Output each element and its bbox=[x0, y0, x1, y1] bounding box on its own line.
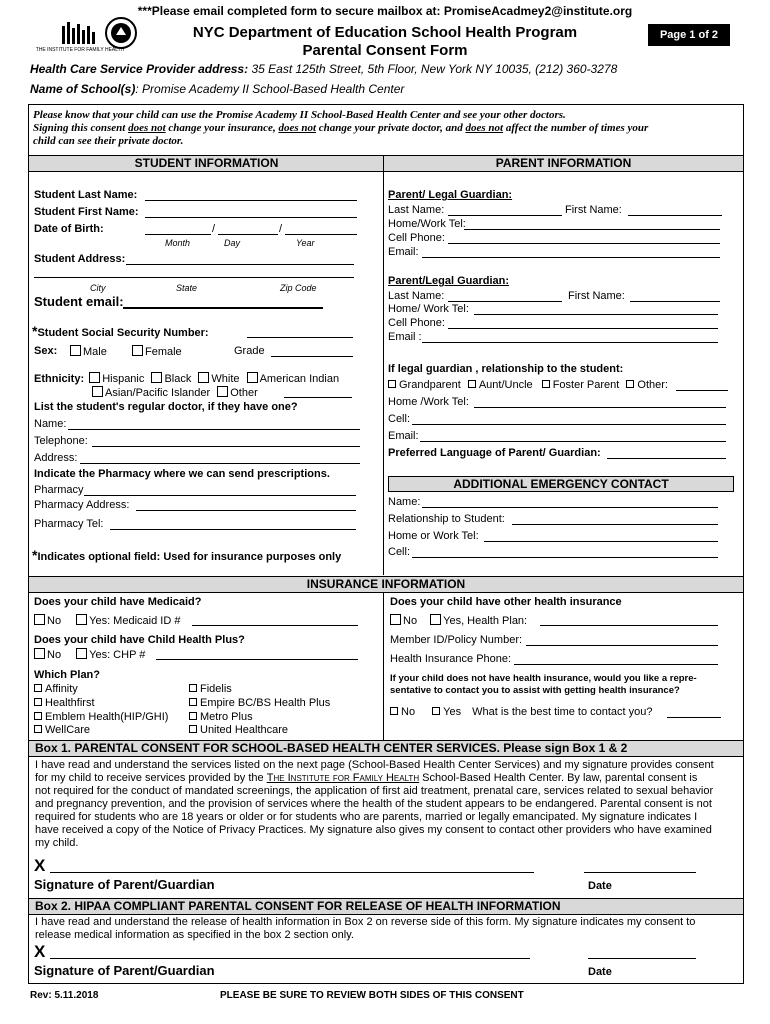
state-caption: State bbox=[176, 283, 198, 293]
g1-last-name-label: Last Name: bbox=[388, 204, 445, 216]
ssn-label: *Student Social Security Number: bbox=[32, 323, 209, 339]
g3-cell-label: Cell: bbox=[388, 413, 411, 425]
doctor-question: List the student's regular doctor, if they have one? bbox=[34, 401, 298, 413]
black-checkbox[interactable] bbox=[151, 372, 162, 383]
emergency-relationship-label: Relationship to Student: bbox=[388, 513, 505, 525]
box2-text: I have read and understand the release of health information in Box 2 on reverse side of this form. My signature indicates my consent to release medical information as specified in the box 2 section only. bbox=[35, 916, 696, 941]
plan-united: United Healthcare bbox=[189, 724, 288, 737]
chp-id-field[interactable] bbox=[156, 659, 358, 660]
doctor-address-label: Address: bbox=[34, 452, 78, 464]
pharmacy-address-label: Pharmacy Address: bbox=[34, 499, 130, 511]
ethnicity-label: Ethnicity: bbox=[34, 373, 85, 385]
g1-home-work-field[interactable] bbox=[464, 229, 720, 230]
box1-date-field[interactable] bbox=[584, 872, 696, 873]
rep-no-checkbox[interactable] bbox=[390, 707, 398, 715]
top-note: ***Please email completed form to secure mailbox at: PromiseAcadmey2@institute.org bbox=[137, 4, 633, 18]
plan-checkbox[interactable] bbox=[34, 725, 42, 733]
grade-label: Grade bbox=[234, 345, 265, 357]
school-name: Name of School(s): Promise Academy II School-Based Health Center bbox=[30, 82, 405, 96]
emergency-name-field[interactable] bbox=[422, 507, 718, 508]
pharmacy-tel-field[interactable] bbox=[110, 529, 356, 530]
doctor-name-label: Name: bbox=[34, 418, 67, 430]
form-body-border bbox=[28, 104, 744, 984]
other-insurance-question: Does your child have other health insurance bbox=[390, 596, 622, 608]
asian-checkbox[interactable] bbox=[92, 386, 103, 397]
form-title bbox=[145, 24, 625, 60]
rep-yes-checkbox[interactable] bbox=[432, 707, 440, 715]
school-health-logo bbox=[104, 16, 138, 50]
foster-parent-checkbox[interactable] bbox=[542, 380, 550, 388]
g2-last-name-label: Last Name: bbox=[388, 290, 445, 302]
chp-question: Does your child have Child Health Plus? bbox=[34, 634, 245, 646]
g2-cell-label: Cell Phone: bbox=[388, 317, 445, 329]
student-first-name-label: Student First Name: bbox=[34, 206, 139, 218]
intro-line-2: Signing this consent does not change your insurance, does not change your private doctor, and does not affect the number of times your bbox=[33, 122, 649, 134]
emergency-name-label: Name: bbox=[388, 496, 421, 508]
city-caption: City bbox=[90, 283, 106, 293]
other-insurance-no-checkbox[interactable] bbox=[390, 614, 401, 625]
title-line-2: Parental Consent Form bbox=[302, 42, 468, 59]
page-indicator: Page 1 of 2 bbox=[648, 24, 730, 46]
title-line-1: NYC Department of Education School Health Program bbox=[192, 24, 578, 41]
doctor-address-field[interactable] bbox=[80, 463, 360, 464]
emergency-cell-field[interactable] bbox=[412, 557, 718, 558]
pharmacy-address-field[interactable] bbox=[136, 510, 356, 511]
plan-empire: Empire BC/BS Health Plus bbox=[189, 697, 330, 710]
g3-cell-field[interactable] bbox=[412, 424, 726, 425]
student-last-name-label: Student Last Name: bbox=[34, 189, 138, 201]
pharmacy-field[interactable] bbox=[84, 495, 356, 496]
plan-healthfirst: Healthfirst bbox=[34, 697, 95, 710]
g1-cell-label: Cell Phone: bbox=[388, 232, 445, 244]
female-checkbox[interactable] bbox=[132, 345, 143, 356]
rep-question: If your child does not have health insurance, would you like a repre- sentative to contact you to assist with getting health insurance? bbox=[390, 673, 697, 696]
student-last-name-field[interactable] bbox=[145, 200, 357, 201]
g2-email-label: Email : bbox=[388, 331, 422, 343]
zip-caption: Zip Code bbox=[280, 283, 317, 293]
g1-first-name-label: First Name: bbox=[565, 204, 622, 216]
ssn-field[interactable] bbox=[247, 337, 353, 338]
insurance-phone-field[interactable] bbox=[514, 664, 718, 665]
box2-date-label: Date bbox=[588, 966, 612, 978]
g1-last-name-field[interactable] bbox=[448, 215, 562, 216]
plan-metro-plus: Metro Plus bbox=[189, 711, 253, 724]
medicaid-question: Does your child have Medicaid? bbox=[34, 596, 202, 608]
box2-heading: Box 2. HIPAA COMPLIANT PARENTAL CONSENT FOR RELEASE OF HEALTH INFORMATION bbox=[29, 898, 743, 915]
g1-email-label: Email: bbox=[388, 246, 419, 258]
sex-female-option[interactable]: Female bbox=[132, 345, 182, 359]
relationship-question: If legal guardian , relationship to the student: bbox=[388, 363, 624, 375]
dob-year-field[interactable] bbox=[285, 234, 357, 235]
box2-x-mark: X bbox=[34, 942, 46, 961]
g3-email-field[interactable] bbox=[420, 441, 726, 442]
plan-checkbox[interactable] bbox=[189, 725, 197, 733]
emergency-cell-label: Cell: bbox=[388, 546, 411, 558]
institute-logo bbox=[35, 20, 125, 60]
revision-label: Rev: 5.11.2018 bbox=[30, 990, 99, 1001]
box1-x-mark: X bbox=[34, 856, 46, 875]
plan-checkbox[interactable] bbox=[34, 684, 42, 692]
box2-signature-label: Signature of Parent/Guardian bbox=[34, 963, 215, 978]
box2-signature-field[interactable] bbox=[50, 958, 530, 959]
male-checkbox[interactable] bbox=[70, 345, 81, 356]
insurance-column-divider bbox=[383, 592, 384, 740]
hispanic-checkbox[interactable] bbox=[89, 372, 100, 383]
provider-address bbox=[30, 62, 617, 76]
student-info-heading: STUDENT INFORMATION bbox=[29, 155, 384, 172]
g3-home-work-label: Home /Work Tel: bbox=[388, 396, 469, 408]
plan-checkbox[interactable] bbox=[189, 698, 197, 706]
best-time-label: What is the best time to contact you? bbox=[472, 706, 653, 718]
provider-label: Health Care Service Provider address: bbox=[30, 62, 249, 76]
chp-options: No Yes: CHP # bbox=[34, 648, 145, 662]
insurance-phone-label: Health Insurance Phone: bbox=[390, 653, 512, 665]
g1-email-field[interactable] bbox=[422, 257, 720, 258]
other-ethnicity-checkbox[interactable] bbox=[217, 386, 228, 397]
g1-home-work-label: Home/Work Tel: bbox=[388, 218, 466, 230]
grandparent-checkbox[interactable] bbox=[388, 380, 396, 388]
plan-checkbox[interactable] bbox=[34, 698, 42, 706]
provider-value: 35 East 125th Street, 5th Floor, New York NY 10035, (212) 360-3278 bbox=[251, 62, 618, 76]
chp-no-checkbox[interactable] bbox=[34, 648, 45, 659]
insurance-heading: INSURANCE INFORMATION bbox=[29, 576, 743, 593]
student-address-field[interactable] bbox=[126, 264, 354, 265]
guardian-2-title: Parent/Legal Guardian: bbox=[388, 275, 510, 287]
g2-home-work-field[interactable] bbox=[474, 314, 718, 315]
other-insurance-yes-checkbox[interactable] bbox=[430, 614, 441, 625]
student-address-label: Student Address: bbox=[34, 253, 126, 265]
emergency-home-work-label: Home or Work Tel: bbox=[388, 530, 479, 542]
other-relationship-checkbox[interactable] bbox=[626, 380, 634, 388]
health-plan-field[interactable] bbox=[540, 625, 718, 626]
g2-first-name-label: First Name: bbox=[568, 290, 625, 302]
american-indian-checkbox[interactable] bbox=[247, 372, 258, 383]
pharmacy-question: Indicate the Pharmacy where we can send prescriptions. bbox=[34, 468, 330, 480]
member-id-label: Member ID/Policy Number: bbox=[390, 634, 523, 646]
preferred-language-field[interactable] bbox=[607, 458, 726, 459]
preferred-language-label: Preferred Language of Parent/ Guardian: bbox=[388, 447, 601, 459]
member-id-field[interactable] bbox=[526, 645, 718, 646]
plan-fidelis: Fidelis bbox=[189, 683, 232, 696]
logo-text: THE INSTITUTE FOR FAMILY HEALTH bbox=[35, 47, 125, 53]
dob-label: Date of Birth: bbox=[34, 223, 104, 235]
aunt-uncle-checkbox[interactable] bbox=[468, 380, 476, 388]
g2-cell-field[interactable] bbox=[448, 328, 718, 329]
g3-email-label: Email: bbox=[388, 430, 419, 442]
plan-checkbox[interactable] bbox=[189, 712, 197, 720]
white-checkbox[interactable] bbox=[198, 372, 209, 383]
intro-line-3: child can see their private doctor. bbox=[33, 135, 184, 147]
other-relationship-field[interactable] bbox=[676, 390, 728, 391]
student-first-name-field[interactable] bbox=[145, 217, 357, 218]
other-insurance-options: No Yes, Health Plan: bbox=[390, 614, 527, 628]
emergency-relationship-field[interactable] bbox=[512, 524, 718, 525]
pharmacy-label: Pharmacy bbox=[34, 484, 84, 496]
box1-signature-field[interactable] bbox=[50, 872, 534, 873]
optional-field-note: *Indicates optional field: Used for insurance purposes only bbox=[32, 547, 342, 563]
emergency-home-work-field[interactable] bbox=[484, 541, 718, 542]
sex-label: Sex: bbox=[34, 345, 58, 357]
intro-line-1: Please know that your child can use the Promise Academy II School-Based Health Center and see your other doctors. bbox=[33, 109, 566, 121]
ethnicity-row-2: Asian/Pacific Islander Other bbox=[92, 386, 258, 400]
sex-male-option[interactable]: Male bbox=[70, 345, 107, 359]
dob-month-caption: Month bbox=[165, 238, 191, 248]
doctor-telephone-field[interactable] bbox=[92, 446, 360, 447]
box1-date-label: Date bbox=[588, 880, 612, 892]
ethnicity-row: Ethnicity: Hispanic Black White American Indian bbox=[34, 373, 340, 385]
intro-notice bbox=[33, 109, 743, 148]
student-address-field-2[interactable] bbox=[34, 277, 354, 278]
pharmacy-tel-label: Pharmacy Tel: bbox=[34, 518, 104, 530]
g2-home-work-label: Home/ Work Tel: bbox=[388, 303, 469, 315]
box1-heading: Box 1. PARENTAL CONSENT FOR SCHOOL-BASED HEALTH CENTER SERVICES. Please sign Box 1 & 2 bbox=[29, 740, 743, 757]
plan-affinity: Affinity bbox=[34, 683, 78, 696]
doctor-name-field[interactable] bbox=[68, 429, 360, 430]
medicaid-id-field[interactable] bbox=[192, 625, 358, 626]
box1-text: I have read and understand the services listed on the next page (School-Based Health Center Services) and my signature provides consent for my child to receive services provided by the The Institute for Family Health School-Based Health Center. By law, parental consent is not required for the conduct of mandated screenings, the application of first aid treatment, prenatal care, services related to sexual behavior and pregnancy prevention, and the provision of services where the health of the student appears to be endangered. Parental consent is not required for students who are 18 years or older or for students who are parents, married or legally emancipated. My signature indicates I have received a copy of the Notice of Privacy Practices. My signature also gives my consent to contact other providers who have examined my child. bbox=[35, 759, 714, 849]
medicaid-yes-checkbox[interactable] bbox=[76, 614, 87, 625]
relationship-options: Grandparent Aunt/Uncle Foster Parent Other: bbox=[388, 379, 668, 392]
dob-day-field[interactable] bbox=[218, 234, 278, 235]
footer-note: PLEASE BE SURE TO REVIEW BOTH SIDES OF THIS CONSENT bbox=[220, 990, 524, 1001]
medicaid-no-checkbox[interactable] bbox=[34, 614, 45, 625]
g2-last-name-field[interactable] bbox=[448, 301, 562, 302]
plan-checkbox[interactable] bbox=[34, 712, 42, 720]
g1-cell-field[interactable] bbox=[448, 243, 720, 244]
school-value: Promise Academy II School-Based Health Center bbox=[142, 82, 405, 96]
emergency-contact-heading: ADDITIONAL EMERGENCY CONTACT bbox=[388, 476, 734, 492]
best-time-field[interactable] bbox=[667, 717, 721, 718]
chp-yes-checkbox[interactable] bbox=[76, 648, 87, 659]
other-ethnicity-field[interactable] bbox=[284, 397, 352, 398]
guardian-1-title: Parent/ Legal Guardian: bbox=[388, 189, 513, 201]
g2-first-name-field[interactable] bbox=[630, 301, 720, 302]
student-email-field[interactable] bbox=[123, 307, 323, 309]
dob-month-field[interactable] bbox=[145, 234, 211, 235]
grade-field[interactable] bbox=[271, 356, 353, 357]
g1-first-name-field[interactable] bbox=[628, 215, 722, 216]
g3-home-work-field[interactable] bbox=[474, 407, 726, 408]
which-plan-label: Which Plan? bbox=[34, 669, 100, 681]
box1-signature-label: Signature of Parent/Guardian bbox=[34, 877, 215, 892]
student-email-label: Student email: bbox=[34, 294, 124, 309]
g2-email-field[interactable] bbox=[422, 342, 718, 343]
rep-options: No Yes What is the best time to contact you? bbox=[390, 706, 653, 719]
plan-wellcare: WellCare bbox=[34, 724, 90, 737]
dob-year-caption: Year bbox=[296, 238, 315, 248]
box2-date-field[interactable] bbox=[588, 958, 696, 959]
school-label: Name of School(s) bbox=[30, 82, 136, 96]
plan-emblem: Emblem Health(HIP/GHI) bbox=[34, 711, 168, 724]
parent-info-heading: PARENT INFORMATION bbox=[384, 155, 743, 172]
column-divider bbox=[383, 155, 384, 575]
doctor-telephone-label: Telephone: bbox=[34, 435, 88, 447]
medicaid-options: No Yes: Medicaid ID # bbox=[34, 614, 180, 628]
plan-checkbox[interactable] bbox=[189, 684, 197, 692]
dob-day-caption: Day bbox=[224, 238, 241, 248]
